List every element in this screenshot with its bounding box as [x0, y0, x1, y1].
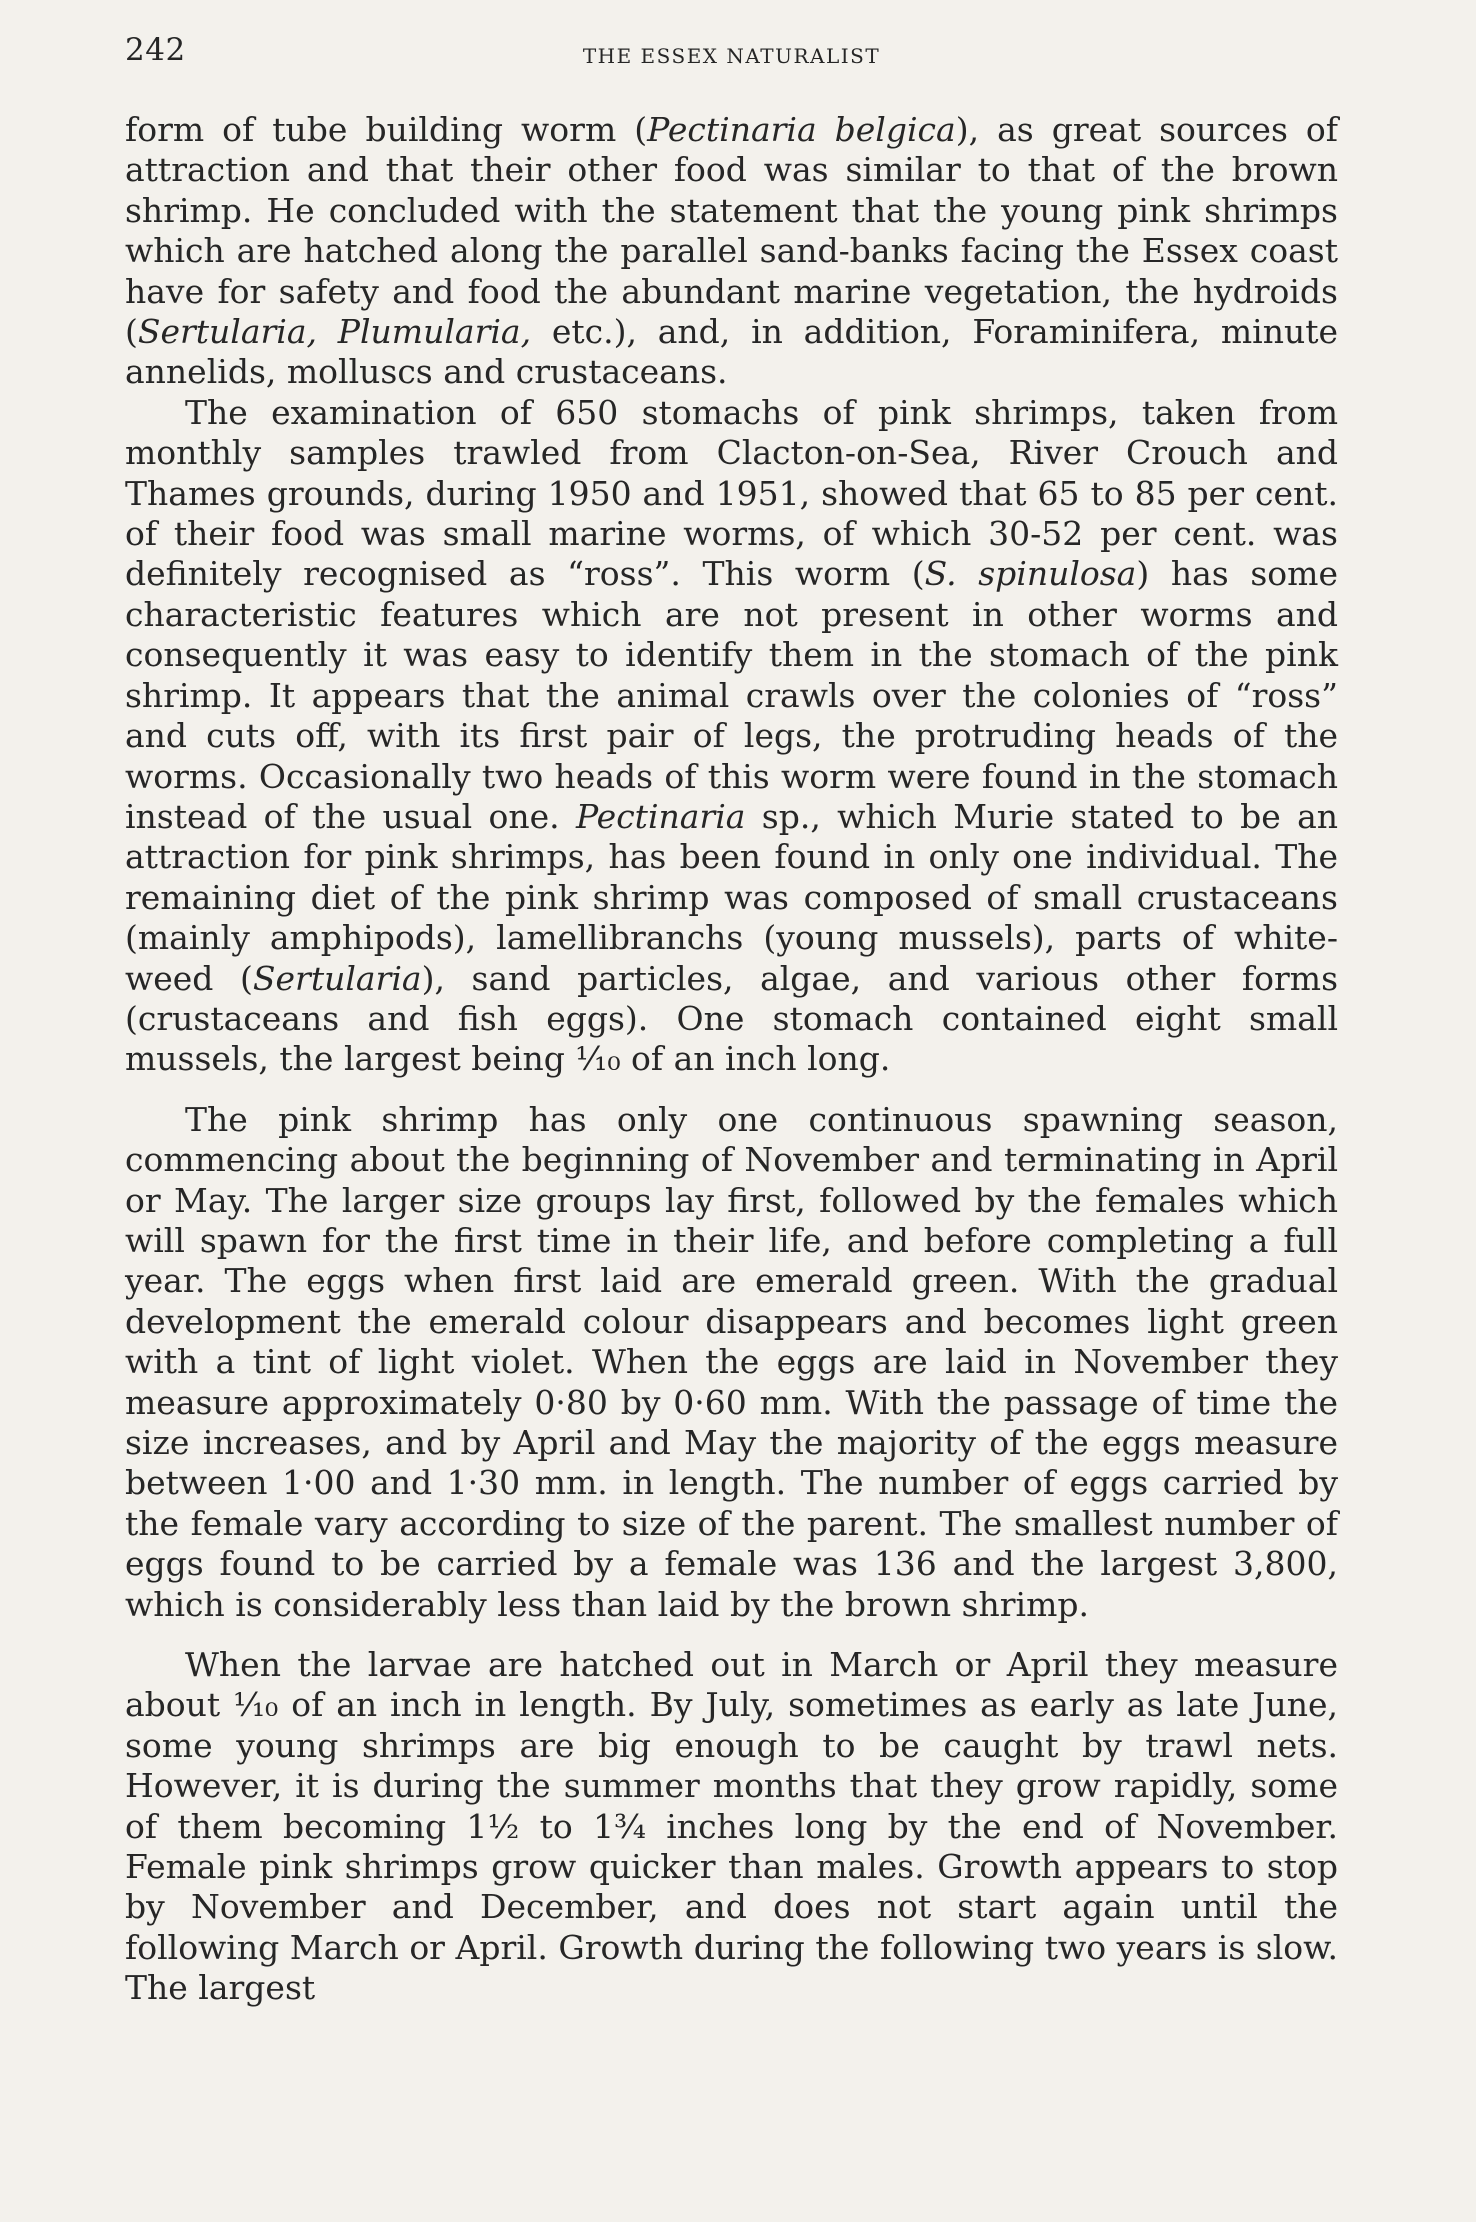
paragraph: [125, 1645, 1338, 2009]
text-run: The pink shrimp has only one continuous spawning season, commencing about the beginning of November and terminating in April or May. The larger size groups lay first, followed by the females which will spawn for the first time in their life, and before completing a full year. The eggs when first laid are emerald green. With the gradual development the emerald colour disappears and becomes light green with a tint of light violet. When the eggs are laid in November they measure approximately 0·80 by 0·60 mm. With the passage of time the size increases, and by April and May the majority of the eggs measure between 1·00 and 1·30 mm. in length. The number of eggs carried by the female vary according to size of the parent. The smallest number of eggs found to be carried by a female was 136 and the largest 3,800, which is considerably less than laid by the brown shrimp.: [125, 1099, 1338, 1624]
text-run: ), as great sources of attraction and that their other food was similar to that of the brown shrimp. He concluded with the statement that the young pink shrimps which are hatched along the parallel sand-banks facing the Essex coast have for safety and food the abundant marine vegetation, the hydroids (: [125, 110, 1339, 352]
text-run: form of tube building worm (: [125, 110, 648, 149]
body-text: [125, 110, 1338, 2009]
paragraph: [125, 110, 1338, 393]
text-run: sp., which Murie stated to be an attraction for pink shrimps, has been found in only one individual. The remaining diet of the pink shrimp was composed of small crustaceans (mainly amphipods), lamellibranchs (young mussels), parts of white-weed (: [125, 796, 1339, 998]
italic-term: S. spinulosa: [924, 554, 1137, 594]
text-run: The examination of 650 stomachs of pink shrimps, taken from monthly samples trawled from Clacton-on-Sea, River Crouch and Thames grounds, during 1950 and 1951, showed that 65 to 85 per cent. of their food was small marine worms, of which 30-52 per cent. was definitely recognised as “ross”. This worm (: [125, 392, 1338, 594]
italic-term: Pectinaria: [575, 796, 746, 836]
text-run: When the larvae are hatched out in March or April they measure about ¹⁄₁₀ of an inch in length. By July, sometimes as early as late June, some young shrimps are big enough to be caught by trawl nets. However, it is during the summer months that they grow rapidly, some of them becoming 1½ to 1¾ inches long by the end of November. Female pink shrimps grow quicker than males. Growth appears to stop by November and December, and does not start again until the following March or April. Growth during the following two years is slow. The largest: [125, 1645, 1338, 2008]
italic-term: Sertularia: [252, 958, 422, 998]
text-run: ) has some characteristic features which are not present in other worms and consequently it was easy to identify them in the stomach of the pink shrimp. It appears that the animal crawls over the colonies of “ross” and cuts off, with its first pair of legs, the protruding heads of the worms. Occasionally two heads of this worm were found in the stomach instead of the usual one.: [125, 554, 1338, 836]
italic-term: Pectinaria belgica: [647, 110, 956, 149]
paragraph: [125, 393, 1338, 1080]
paragraph: [125, 1100, 1338, 1625]
page-number: 242: [125, 32, 186, 68]
text-run: ), sand particles, algae, and various other forms (crustaceans and fish eggs). One stomach contained eight small mussels, the largest being ¹⁄₁₀ of an inch long.: [125, 958, 1339, 1079]
page-header: [125, 32, 1338, 80]
text-run: etc.), and, in addition, Foraminifera, minute annelids, molluscs and crustaceans.: [125, 312, 1338, 392]
running-head: THE ESSEX NATURALIST: [582, 44, 881, 68]
italic-term: Sertularia, Plumularia,: [137, 312, 532, 352]
